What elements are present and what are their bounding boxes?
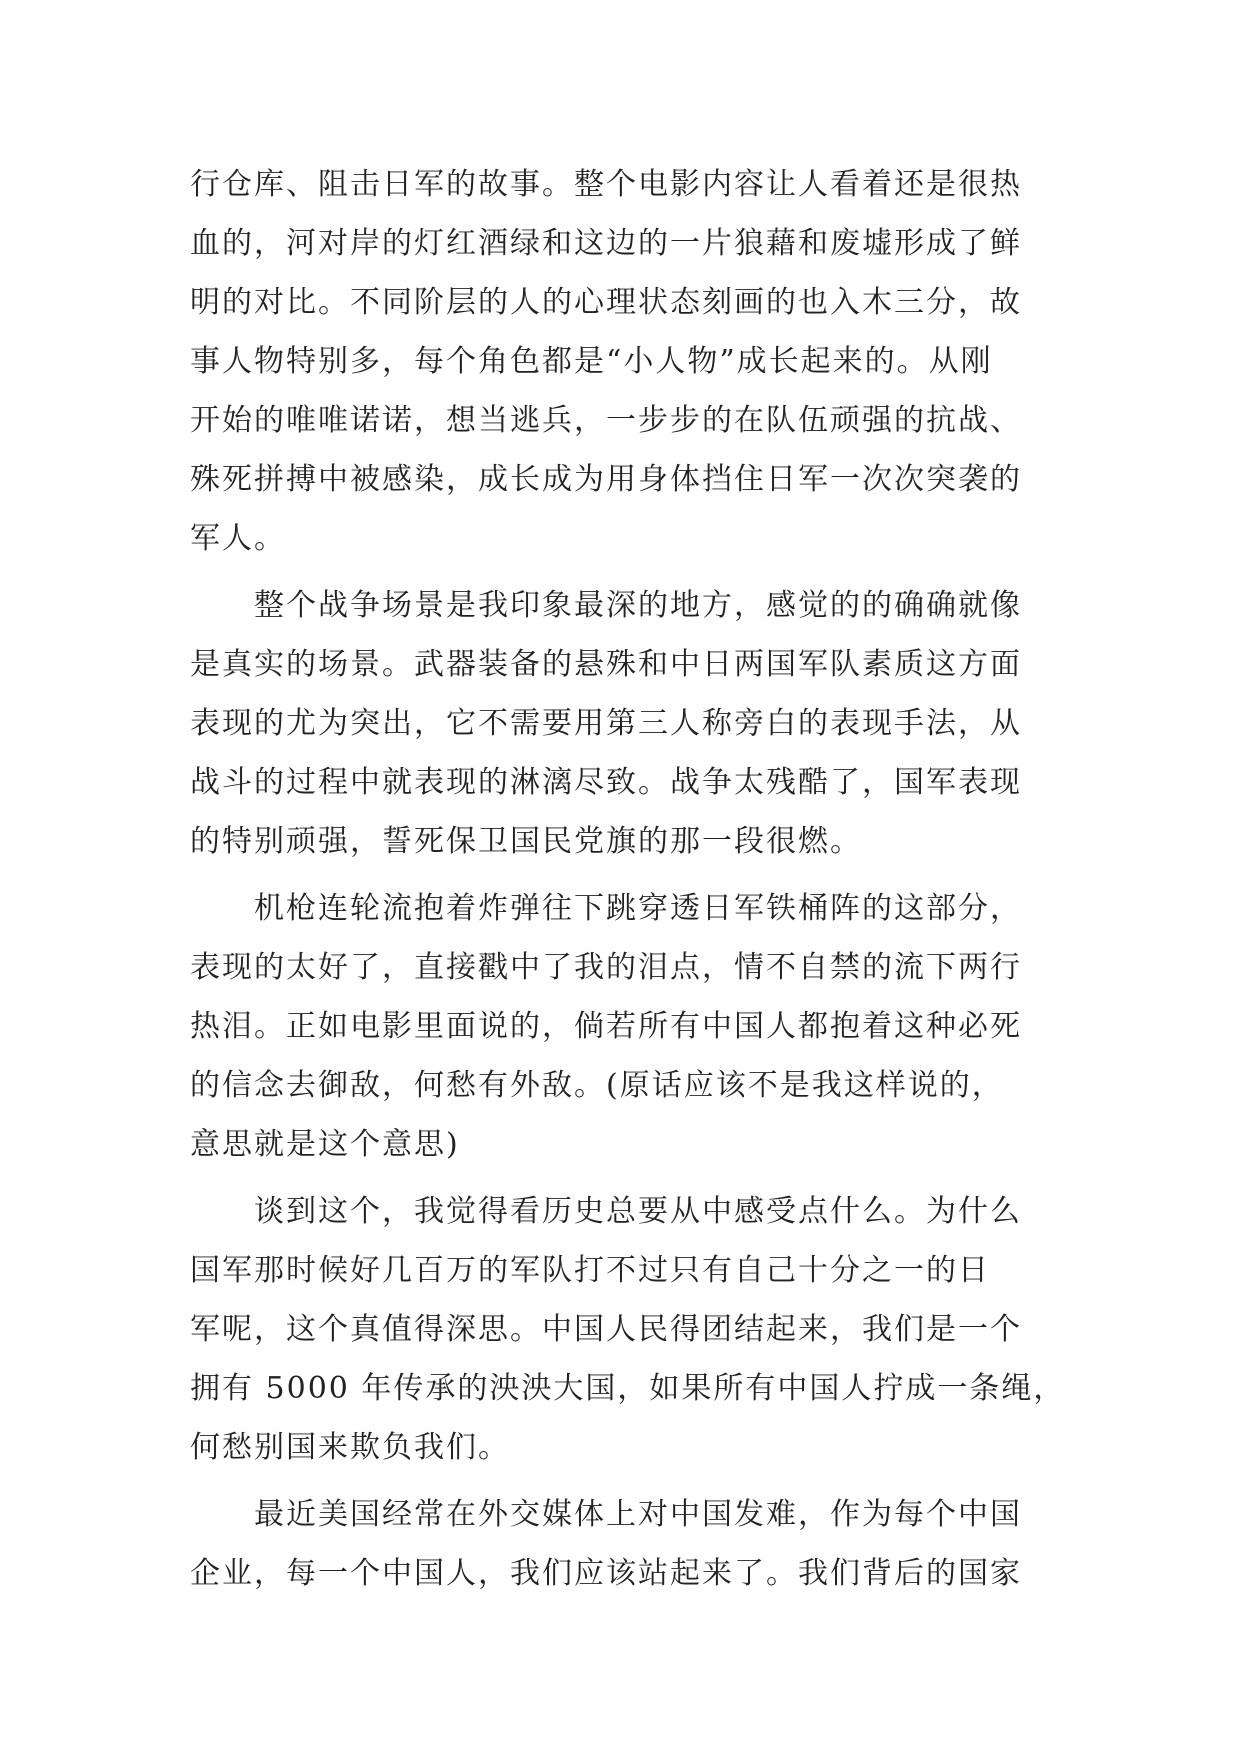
- text-line: 机枪连轮流抱着炸弹往下跳穿透日军铁桶阵的这部分，: [254, 891, 1022, 926]
- text-line: 谈到这个，我觉得看历史总要从中感受点什么。为什么: [254, 1194, 1022, 1229]
- text-line: 明的对比。不同阶层的人的心理状态刻画的也入木三分，故: [190, 285, 1022, 320]
- text-line: 何愁别国来欺负我们。: [190, 1430, 510, 1465]
- text-line: 国军那时候好几百万的军队打不过只有自己十分之一的日: [190, 1253, 990, 1288]
- text-line: 最近美国经常在外交媒体上对中国发难，作为每个中国: [254, 1497, 1022, 1532]
- text-line: 意思就是这个意思): [190, 1127, 460, 1162]
- text-line: 整个战争场景是我印象最深的地方，感觉的的确确就像: [254, 588, 1022, 623]
- text-line: 行仓库、阻击日军的故事。整个电影内容让人看着还是很热: [190, 167, 1022, 202]
- text-line: 开始的唯唯诺诺，想当逃兵，一步步的在队伍顽强的抗战、: [190, 403, 1022, 438]
- text-line: 是真实的场景。武器装备的悬殊和中日两国军队素质这方面: [190, 647, 1022, 682]
- text-line: 殊死拼搏中被感染，成长成为用身体挡住日军一次次突袭的: [190, 462, 1022, 497]
- text-line: 事人物特别多，每个角色都是“小人物”成长起来的。从刚: [190, 344, 993, 379]
- text-line: 的特别顽强，誓死保卫国民党旗的那一段很燃。: [190, 824, 862, 859]
- document-body-text: [190, 155, 1066, 1603]
- text-line: 军人。: [190, 521, 286, 556]
- text-line: 表现的尤为突出，它不需要用第三人称旁白的表现手法，从: [190, 706, 1022, 741]
- text-line: 的信念去御敌，何愁有外敌。(原话应该不是我这样说的，: [190, 1068, 1004, 1103]
- text-line: 表现的太好了，直接戳中了我的泪点，情不自禁的流下两行: [190, 950, 1022, 985]
- text-line: 热泪。正如电影里面说的，倘若所有中国人都抱着这种必死: [190, 1009, 1022, 1044]
- text-line: 拥有 5000 年传承的泱泱大国，如果所有中国人拧成一条绳，: [190, 1371, 1066, 1406]
- text-line: 企业，每一个中国人，我们应该站起来了。我们背后的国家: [190, 1556, 1022, 1591]
- text-line: 军呢，这个真值得深思。中国人民得团结起来，我们是一个: [190, 1312, 1022, 1347]
- text-line: 血的，河对岸的灯红酒绿和这边的一片狼藉和废墟形成了鲜: [190, 226, 1022, 261]
- text-line: 战斗的过程中就表现的淋漓尽致。战争太残酷了，国军表现: [190, 765, 1022, 800]
